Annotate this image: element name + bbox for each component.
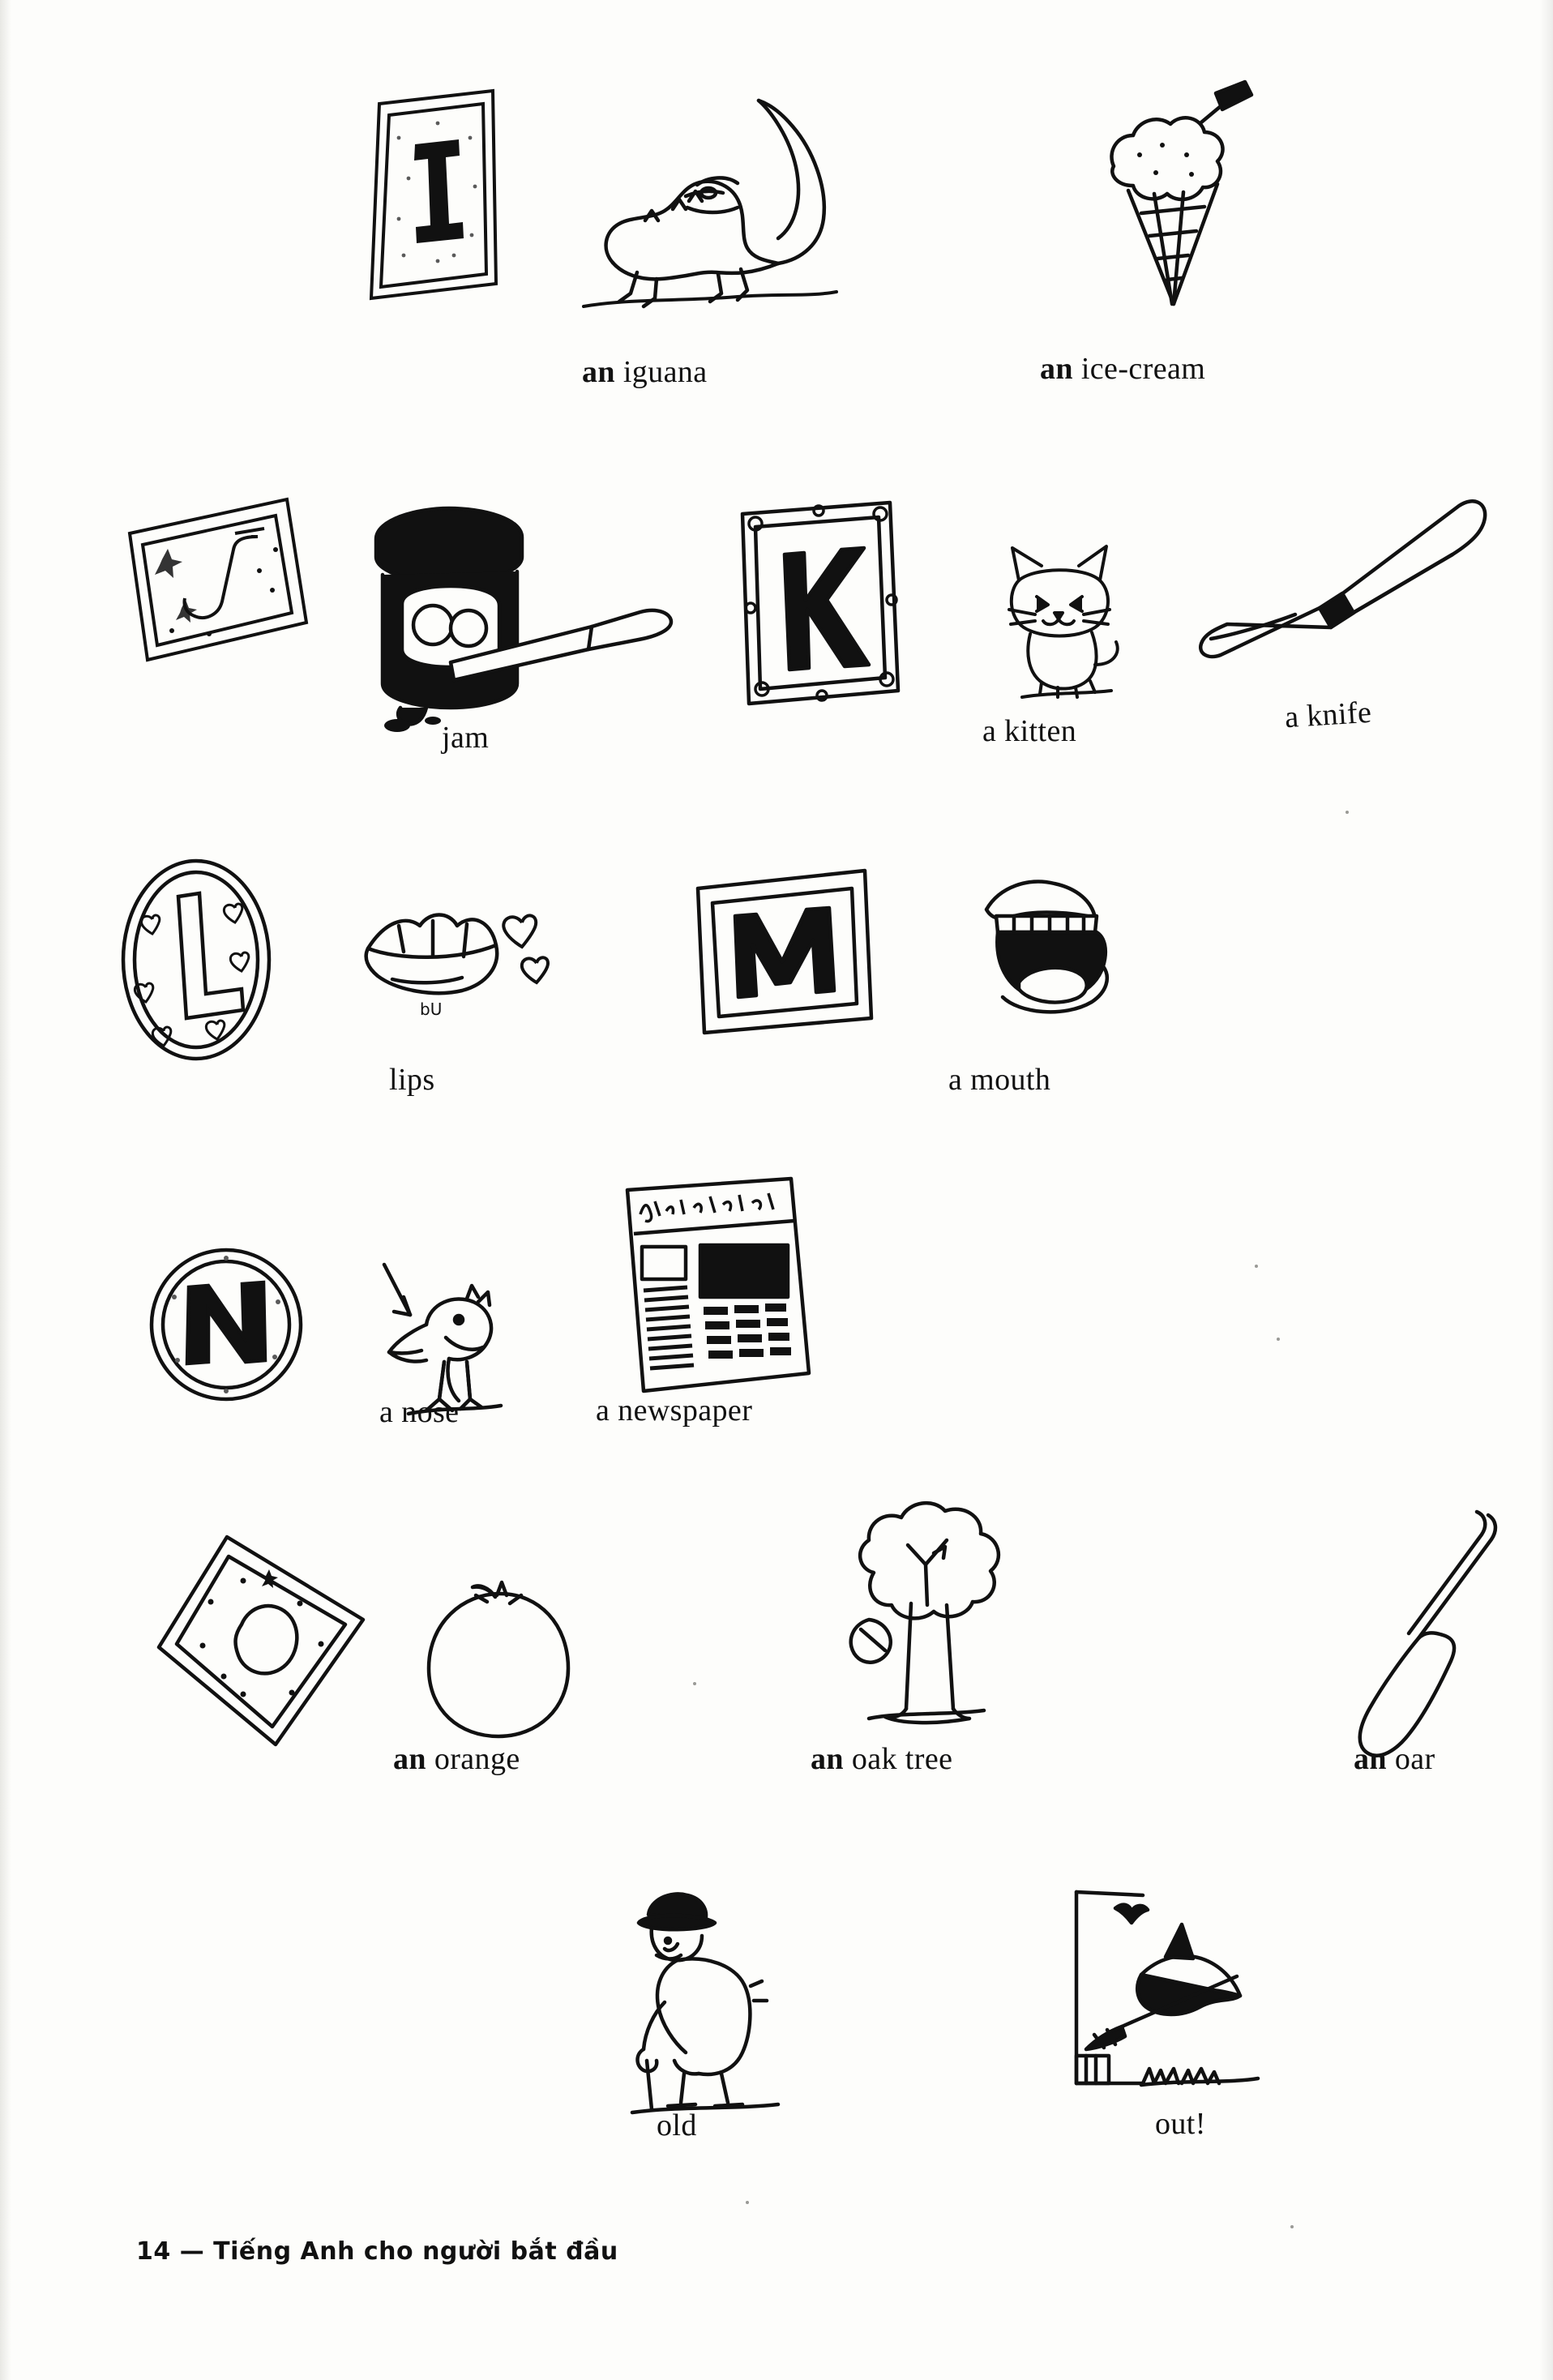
caption-word-orange: orange — [426, 1742, 520, 1776]
caption-an-iguana — [582, 354, 708, 390]
caption-word-iguana: iguana — [614, 355, 708, 389]
caption-a-mouth: a mouth — [948, 1063, 1051, 1097]
kitten-icon — [977, 535, 1147, 705]
ice-cream-cone-icon — [1078, 77, 1264, 328]
caption-an-ice-cream — [1040, 351, 1205, 387]
scan-speck — [1290, 2225, 1294, 2228]
jam-jar-and-knife-icon — [349, 490, 681, 734]
scan-speck — [746, 2201, 749, 2204]
letter-m-block-icon — [685, 859, 879, 1046]
letter-l-oval-icon — [113, 851, 284, 1070]
letter-i-block-icon — [357, 81, 511, 324]
caption-article-an-oak: an — [811, 1742, 844, 1776]
caption-a-kitten: a kitten — [982, 714, 1077, 748]
caption-an-oak-tree — [811, 1741, 952, 1777]
caption-out: out! — [1155, 2107, 1206, 2141]
scan-speck — [693, 1682, 696, 1685]
caption-a-newspaper: a newspaper — [596, 1393, 753, 1428]
lips-icon — [349, 875, 575, 1054]
scan-edge-left — [0, 0, 11, 2380]
knife-icon — [1191, 486, 1500, 673]
oak-tree-icon — [811, 1475, 1046, 1759]
caption-article-an-orange: an — [393, 1742, 426, 1776]
scan-edge-right — [1540, 0, 1553, 2380]
letter-n-circle-icon — [142, 1240, 312, 1410]
caption-word-ice-cream: ice-cream — [1072, 352, 1206, 386]
caption-an-orange — [393, 1741, 520, 1777]
newspaper-icon — [616, 1167, 827, 1410]
caption-article-an: an — [582, 355, 615, 389]
caption-a-knife: a knife — [1283, 695, 1373, 735]
open-mouth-icon — [960, 859, 1139, 1038]
oar-icon — [1297, 1504, 1516, 1771]
caption-word-oar: oar — [1386, 1742, 1435, 1776]
caption-an-oar — [1354, 1741, 1435, 1777]
caption-article-an-oar: an — [1354, 1742, 1387, 1776]
svg-text:bU: bU — [420, 1000, 443, 1019]
scan-speck — [1346, 811, 1349, 814]
scan-speck — [1255, 1265, 1258, 1268]
caption-lips: lips — [389, 1063, 435, 1097]
caption-old: old — [657, 2108, 697, 2142]
old-man-icon — [600, 1881, 811, 2116]
orange-fruit-icon — [409, 1573, 588, 1751]
caption-jam: jam — [442, 721, 490, 755]
page-footer: 14 — Tiếng Anh cho người bắt đầu — [136, 2237, 618, 2266]
caption-word-oak-tree: oak tree — [843, 1742, 953, 1776]
scan-speck — [1277, 1338, 1280, 1341]
witch-flying-out-icon — [1046, 1881, 1281, 2116]
caption-article-an-ice: an — [1040, 352, 1073, 386]
letter-k-block-icon — [721, 486, 916, 721]
iguana-icon — [535, 89, 892, 340]
letter-j-block-icon — [113, 486, 316, 689]
caption-a-nose: a nose — [379, 1395, 460, 1429]
letter-o-block-icon — [146, 1524, 381, 1759]
